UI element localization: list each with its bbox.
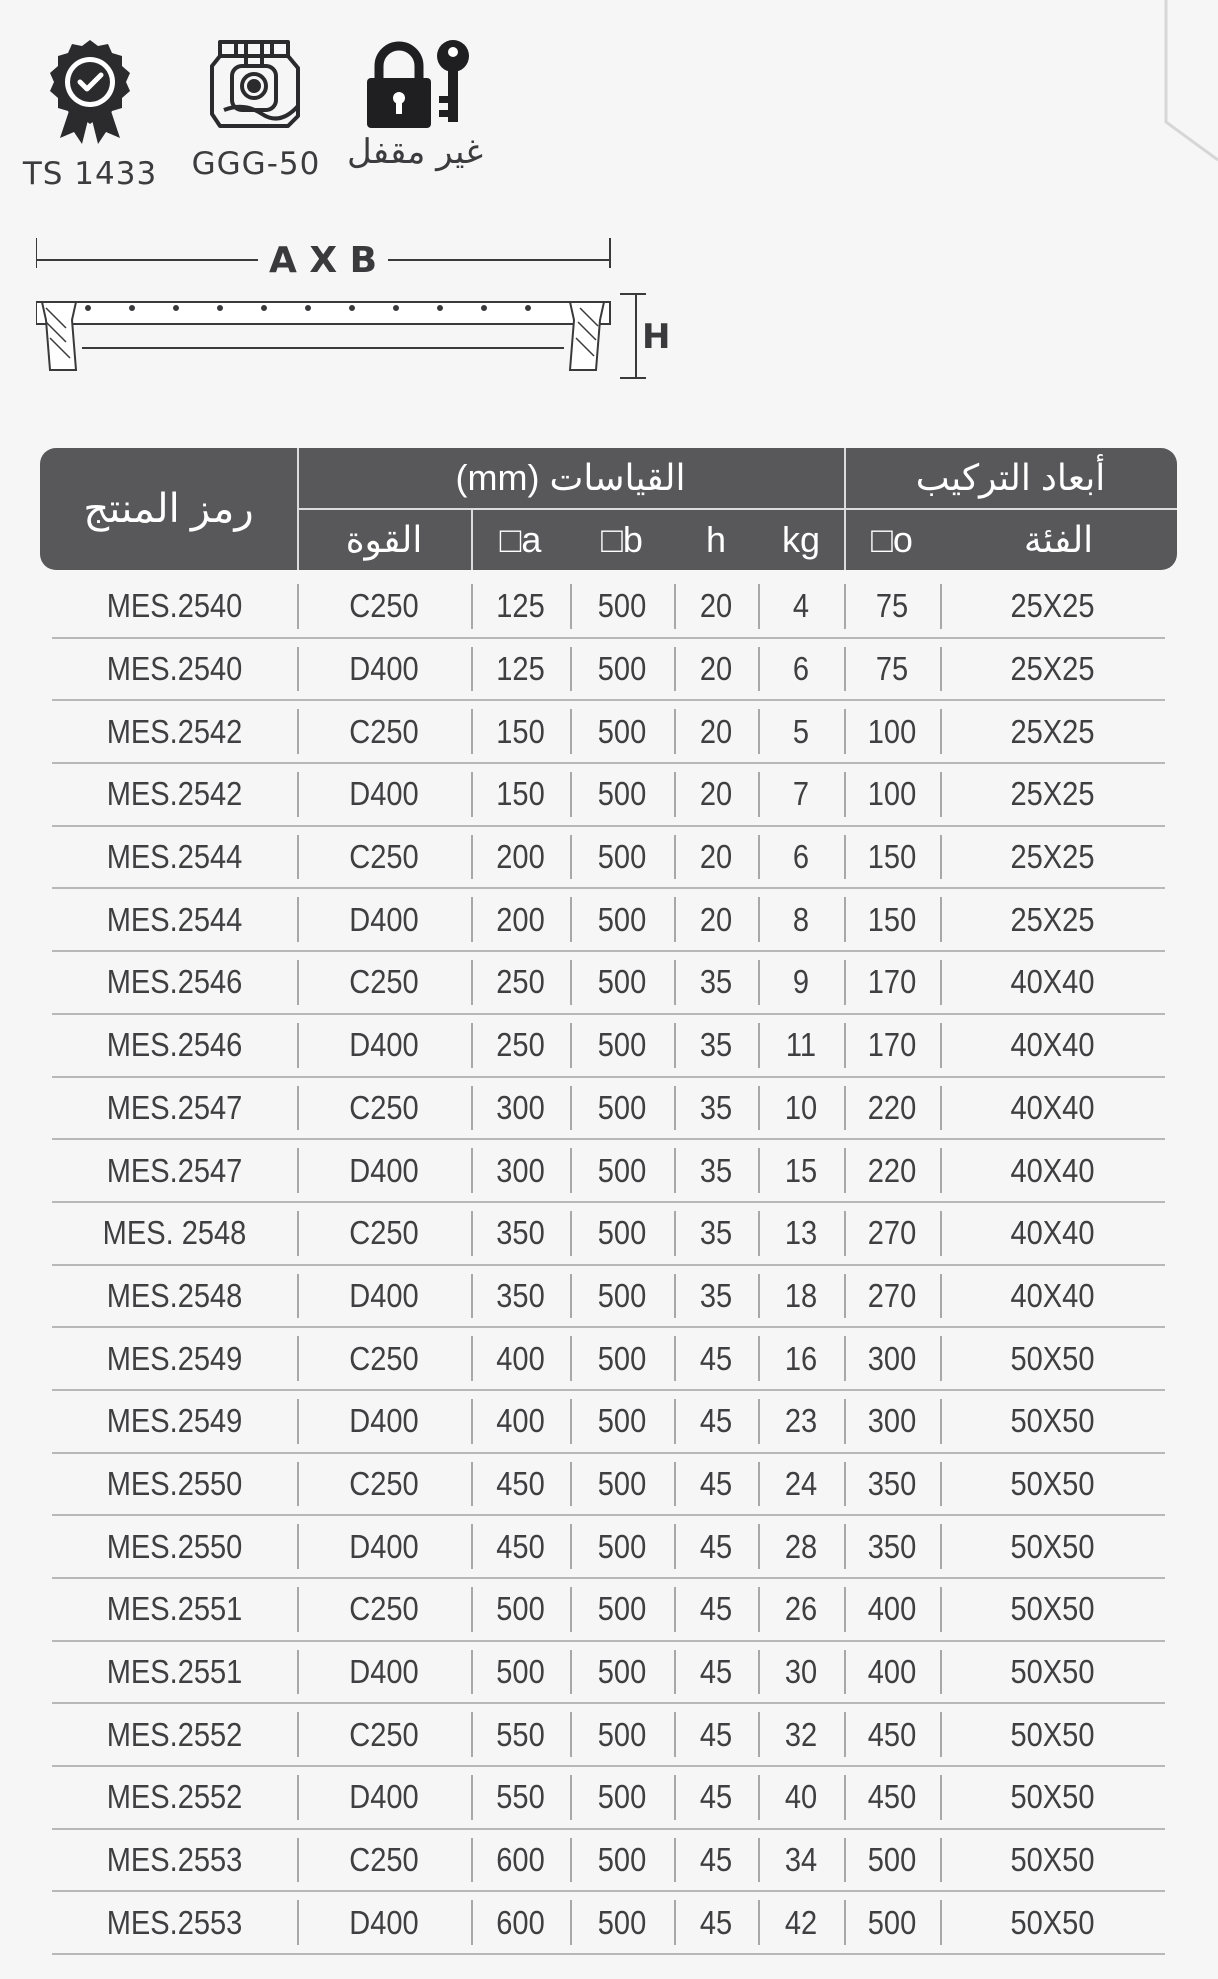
table-row [52, 1767, 1165, 1830]
cell-strength: C250 [349, 587, 419, 625]
table-row [52, 701, 1165, 764]
cell-code: MES.2544 [106, 900, 243, 938]
cell-a: 350 [496, 1276, 545, 1314]
cell-h: 20 [699, 900, 733, 938]
cell-code: MES.2540 [106, 587, 243, 625]
table-row [52, 1078, 1165, 1141]
cell-code: MES.2553 [106, 1903, 243, 1941]
cell-category: 50X50 [1010, 1464, 1095, 1502]
cell-category: 25X25 [1010, 775, 1095, 813]
cell-kg: 5 [792, 712, 810, 750]
header-product-code: رمز المنتج [83, 487, 254, 531]
cell-o: 450 [867, 1715, 917, 1753]
cell-h: 45 [699, 1590, 733, 1628]
cell-kg: 6 [792, 650, 810, 688]
cell-kg: 40 [784, 1778, 818, 1816]
product-table [40, 448, 1177, 1955]
cell-strength: C250 [349, 1841, 419, 1879]
cast-iron-material-icon [206, 36, 306, 136]
cell-category: 50X50 [1010, 1778, 1095, 1816]
cell-b: 500 [597, 1841, 647, 1879]
cell-code: MES.2551 [106, 1590, 243, 1628]
cell-kg: 26 [784, 1590, 818, 1628]
cell-a: 300 [496, 1088, 545, 1126]
cell-o: 270 [867, 1276, 917, 1314]
cell-kg: 32 [784, 1715, 818, 1753]
cell-b: 500 [597, 1214, 647, 1252]
cell-code: MES.2547 [106, 1088, 243, 1126]
cell-b: 500 [597, 712, 647, 750]
cell-strength: D400 [349, 1151, 419, 1189]
cell-a: 125 [496, 587, 545, 625]
cell-strength: D400 [349, 900, 419, 938]
cell-category: 40X40 [1010, 1088, 1095, 1126]
table-row [52, 639, 1165, 702]
table-row [52, 1015, 1165, 1078]
table-row [52, 764, 1165, 827]
table-row [52, 952, 1165, 1015]
cell-category: 40X40 [1010, 1276, 1095, 1314]
cell-o: 350 [867, 1464, 917, 1502]
dimension-drawing [36, 238, 676, 388]
cell-o: 75 [875, 650, 909, 688]
cell-strength: D400 [349, 650, 419, 688]
header-installation: أبعاد التركيب [915, 457, 1106, 498]
cell-strength: C250 [349, 1464, 419, 1502]
width-label: A X B [268, 240, 378, 281]
cell-category: 50X50 [1010, 1903, 1095, 1941]
cell-h: 45 [699, 1402, 733, 1440]
cell-h: 45 [699, 1841, 733, 1879]
cell-a: 550 [496, 1778, 545, 1816]
cell-h: 45 [699, 1527, 733, 1565]
cell-code: MES.2551 [106, 1653, 243, 1691]
cell-category: 50X50 [1010, 1715, 1095, 1753]
cell-b: 500 [597, 963, 647, 1001]
cell-a: 400 [496, 1402, 545, 1440]
cell-h: 20 [699, 838, 733, 876]
cell-code: MES.2547 [106, 1151, 243, 1189]
cell-b: 500 [597, 1715, 647, 1753]
cell-category: 40X40 [1010, 1026, 1095, 1064]
header-h: h [705, 519, 727, 560]
cell-h: 35 [699, 1214, 733, 1252]
cell-category: 25X25 [1010, 838, 1095, 876]
cell-a: 150 [496, 712, 545, 750]
cell-category: 50X50 [1010, 1841, 1095, 1879]
cell-o: 75 [875, 587, 909, 625]
cell-a: 125 [496, 650, 545, 688]
cell-kg: 23 [784, 1402, 818, 1440]
cell-kg: 30 [784, 1653, 818, 1691]
cell-code: MES.2544 [106, 838, 243, 876]
cell-strength: C250 [349, 838, 419, 876]
cell-category: 50X50 [1010, 1402, 1095, 1440]
cell-code: MES.2550 [106, 1527, 243, 1565]
cell-a: 350 [496, 1214, 545, 1252]
cell-h: 35 [699, 1151, 733, 1189]
cell-a: 250 [496, 963, 545, 1001]
cell-b: 500 [597, 1339, 647, 1377]
cell-strength: C250 [349, 712, 419, 750]
cell-code: MES.2553 [106, 1841, 243, 1879]
cell-kg: 24 [784, 1464, 818, 1502]
cell-code: MES.2549 [106, 1339, 243, 1377]
cell-kg: 42 [784, 1903, 818, 1941]
certification-badge [22, 36, 158, 192]
cell-h: 35 [699, 1026, 733, 1064]
table-row [52, 1328, 1165, 1391]
table-body [40, 576, 1177, 1955]
table-row [52, 889, 1165, 952]
cell-strength: D400 [349, 1778, 419, 1816]
cell-b: 500 [597, 1527, 647, 1565]
table-row [52, 1892, 1165, 1955]
cell-b: 500 [597, 1402, 647, 1440]
cell-kg: 7 [792, 775, 810, 813]
table-row [52, 1642, 1165, 1705]
cell-a: 150 [496, 775, 545, 813]
cell-b: 500 [597, 775, 647, 813]
cell-o: 150 [867, 900, 917, 938]
cell-strength: D400 [349, 1402, 419, 1440]
cell-o: 170 [867, 963, 917, 1001]
cell-category: 50X50 [1010, 1590, 1095, 1628]
cell-a: 300 [496, 1151, 545, 1189]
cell-category: 40X40 [1010, 1151, 1095, 1189]
table-row [52, 1266, 1165, 1329]
cell-kg: 13 [784, 1214, 818, 1252]
cell-h: 45 [699, 1715, 733, 1753]
cell-a: 450 [496, 1464, 545, 1502]
cell-h: 20 [699, 587, 733, 625]
cell-b: 500 [597, 1464, 647, 1502]
cell-o: 220 [867, 1151, 917, 1189]
cell-category: 25X25 [1010, 587, 1095, 625]
cell-kg: 4 [792, 587, 810, 625]
header-a: □a [499, 519, 542, 560]
cell-o: 100 [867, 775, 917, 813]
cell-code: MES.2549 [106, 1402, 243, 1440]
cell-category: 25X25 [1010, 650, 1095, 688]
cell-code: MES.2552 [106, 1778, 243, 1816]
cell-o: 100 [867, 712, 917, 750]
cell-o: 350 [867, 1527, 917, 1565]
cell-category: 50X50 [1010, 1653, 1095, 1691]
cell-o: 400 [867, 1653, 917, 1691]
cell-o: 450 [867, 1778, 917, 1816]
table-row [52, 1704, 1165, 1767]
background-decoration [1148, 0, 1218, 170]
cell-o: 150 [867, 838, 917, 876]
cell-o: 300 [867, 1402, 917, 1440]
cell-a: 450 [496, 1527, 545, 1565]
table-row [52, 576, 1165, 639]
padlock-key-icon [355, 36, 475, 132]
table-row [52, 1203, 1165, 1266]
cell-kg: 8 [792, 900, 810, 938]
table-row [52, 1454, 1165, 1517]
header-kg: kg [781, 519, 821, 560]
cell-a: 600 [496, 1903, 545, 1941]
cell-o: 500 [867, 1841, 917, 1879]
cell-kg: 11 [785, 1026, 817, 1064]
cell-category: 40X40 [1010, 963, 1095, 1001]
cell-h: 35 [699, 1088, 733, 1126]
height-label: H [642, 317, 671, 357]
cell-b: 500 [597, 1778, 647, 1816]
cell-kg: 28 [784, 1527, 818, 1565]
cell-kg: 15 [784, 1151, 818, 1189]
cell-b: 500 [597, 650, 647, 688]
cell-code: MES.2540 [106, 650, 243, 688]
cell-strength: C250 [349, 1214, 419, 1252]
cell-o: 300 [867, 1339, 917, 1377]
cell-code: MES.2548 [106, 1276, 243, 1314]
cell-strength: D400 [349, 775, 419, 813]
cell-o: 270 [867, 1214, 917, 1252]
table-row [52, 1391, 1165, 1454]
cell-b: 500 [597, 1088, 647, 1126]
cell-b: 500 [597, 1151, 647, 1189]
table-row [52, 827, 1165, 890]
cell-a: 500 [496, 1590, 545, 1628]
cell-h: 45 [699, 1903, 733, 1941]
cell-a: 250 [496, 1026, 545, 1064]
cell-b: 500 [597, 1590, 647, 1628]
cell-o: 400 [867, 1590, 917, 1628]
cell-a: 400 [496, 1339, 545, 1377]
cell-h: 20 [699, 775, 733, 813]
cell-kg: 34 [784, 1841, 818, 1879]
cell-category: 25X25 [1010, 900, 1095, 938]
cell-code: MES.2542 [106, 712, 243, 750]
cell-h: 35 [699, 963, 733, 1001]
cell-b: 500 [597, 838, 647, 876]
table-row [52, 1516, 1165, 1579]
cell-a: 550 [496, 1715, 545, 1753]
header-category: الفئة [1023, 519, 1094, 560]
cell-a: 500 [496, 1653, 545, 1691]
cell-b: 500 [597, 1903, 647, 1941]
cell-o: 220 [867, 1088, 917, 1126]
cell-strength: D400 [349, 1276, 419, 1314]
header-o: □o [871, 519, 913, 560]
lock-badge [340, 36, 490, 172]
header-b: □b [601, 519, 643, 560]
cell-kg: 9 [792, 963, 810, 1001]
cell-b: 500 [597, 1653, 647, 1691]
cell-strength: D400 [349, 1527, 419, 1565]
cell-h: 35 [699, 1276, 733, 1314]
cell-b: 500 [597, 587, 647, 625]
cell-strength: D400 [349, 1026, 419, 1064]
cell-strength: C250 [349, 1590, 419, 1628]
table-row [52, 1579, 1165, 1642]
cell-strength: C250 [349, 1715, 419, 1753]
cell-code: MES.2552 [106, 1715, 243, 1753]
cell-h: 45 [699, 1653, 733, 1691]
cell-b: 500 [597, 1276, 647, 1314]
table-row [52, 1140, 1165, 1203]
cell-strength: C250 [349, 1088, 419, 1126]
cell-b: 500 [597, 1026, 647, 1064]
material-label: GGG-50 [191, 146, 321, 182]
cell-category: 40X40 [1010, 1214, 1095, 1252]
table-row [52, 1830, 1165, 1893]
cell-code: MES.2546 [106, 963, 243, 1001]
header-dimensions: القياسات (mm) [455, 457, 686, 498]
cell-category: 50X50 [1010, 1527, 1095, 1565]
cell-h: 45 [699, 1464, 733, 1502]
certification-label: TS 1433 [22, 156, 158, 192]
cell-strength: D400 [349, 1653, 419, 1691]
cell-o: 170 [867, 1026, 917, 1064]
cell-b: 500 [597, 900, 647, 938]
cell-h: 45 [699, 1339, 733, 1377]
cell-kg: 10 [784, 1088, 818, 1126]
material-badge [186, 36, 326, 182]
cell-category: 50X50 [1010, 1339, 1095, 1377]
cell-kg: 16 [784, 1339, 818, 1377]
header-strength: القوة [345, 519, 423, 560]
cell-kg: 6 [792, 838, 810, 876]
cell-strength: D400 [349, 1903, 419, 1941]
cell-code: MES.2546 [106, 1026, 243, 1064]
cell-a: 200 [496, 838, 545, 876]
lock-label: غير مقفل [347, 132, 483, 172]
cell-code: MES. 2548 [102, 1214, 247, 1252]
cell-h: 20 [699, 650, 733, 688]
cell-h: 20 [699, 712, 733, 750]
cell-category: 25X25 [1010, 712, 1095, 750]
cell-a: 200 [496, 900, 545, 938]
cell-strength: C250 [349, 1339, 419, 1377]
cell-code: MES.2550 [106, 1464, 243, 1502]
cell-code: MES.2542 [106, 775, 243, 813]
cell-kg: 18 [784, 1276, 818, 1314]
cell-strength: C250 [349, 963, 419, 1001]
certified-badge-icon [42, 36, 138, 146]
table-header [40, 448, 1177, 570]
cell-h: 45 [699, 1778, 733, 1816]
cell-o: 500 [867, 1903, 917, 1941]
cell-a: 600 [496, 1841, 545, 1879]
